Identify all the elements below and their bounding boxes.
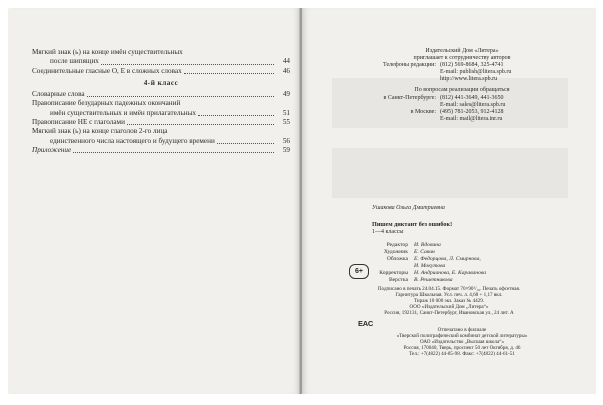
sales-label (362, 116, 440, 123)
toc-entry-continuation (32, 109, 290, 118)
toc-entry-title: Правописание НЕ с глаголами (32, 118, 125, 127)
toc-entry-appendix (32, 146, 290, 155)
credit-role: Корректоры (379, 270, 408, 276)
printer-info (362, 327, 562, 357)
toc-page-number: 59 (282, 145, 290, 154)
print-info-line: Подписано в печать 24.04.15. Формат 70×90¹/₁₆. Печать офсетная. (377, 286, 521, 292)
credit-name: Н. Андрианова, Е. Караванова (414, 270, 487, 276)
credit-name: В. Решетникова (414, 277, 453, 283)
toc-entry-title-cont: имён существительных и имён прилагательных (50, 108, 197, 117)
toc-page-number: 46 (282, 66, 290, 75)
print-info-line: ООО «Издательский Дом „Литера“» (409, 304, 489, 310)
sales-value: E-mail: mail@litera.inr.ru (440, 115, 503, 122)
printer-line: «Тверской полиграфический комбинат детской литературы» (396, 333, 528, 339)
toc-page-number: 56 (282, 136, 290, 145)
toc-entry-title: Приложение (32, 145, 72, 154)
toc-entry (32, 90, 290, 99)
publisher-name: Издательский Дом «Литера» (425, 48, 499, 54)
toc-leader-dots (127, 124, 274, 125)
toc-entry-continuation (32, 57, 290, 66)
toc-entry-title: Мягкий знак (ь) на конце имён существительных (32, 48, 183, 56)
publisher-invitation: приглашает к сотрудничеству авторов (413, 55, 511, 62)
sales-value: (495) 781-2053, 912-4128 (440, 108, 504, 115)
toc-entry-title-cont: единственного числа настоящего и будущего времени (50, 136, 215, 145)
toc-entry (32, 127, 290, 136)
book-author: Ушакова Ольга Дмитриевна (372, 205, 445, 211)
credit-name: И. Мокутова (414, 263, 446, 269)
publisher-block (362, 48, 562, 123)
printer-line: Россия, 170040, Тверь, проспект 50 лет Октября, д. 46 (403, 345, 521, 351)
toc-leader-dots (73, 152, 274, 153)
sales-value: E-mail: sales@litera.spb.ru (440, 101, 506, 108)
toc-entry-continuation (32, 137, 290, 146)
left-page (8, 8, 300, 394)
show-through-shadow (332, 148, 568, 198)
print-info-line: Гарнитура Школьная. Усл. печ. л. 4,68 + 1,17 вкл. (395, 292, 503, 298)
print-info-line: Тираж 10 000 экз. Заказ № 4429. (413, 298, 485, 304)
toc-page-number: 49 (282, 90, 290, 99)
printer-line: ОАО «Издательство „Высшая школа“» (419, 339, 505, 345)
toc-entry (32, 48, 290, 57)
contact-label (362, 69, 440, 76)
toc-leader-dots (217, 143, 274, 144)
credit-role: Редактор (386, 242, 408, 248)
contact-value: E-mail: publish@litera.spb.ru (440, 69, 512, 76)
book-subtitle: 1—4 классы (372, 229, 404, 235)
toc-leader-dots (184, 73, 274, 74)
contact-label (362, 76, 440, 83)
toc-entry (32, 67, 290, 76)
grade-heading: 4-й класс (143, 78, 179, 87)
toc-entry-title: Словарные слова (32, 90, 85, 99)
sales-label (362, 102, 440, 109)
right-page (302, 8, 596, 394)
sales-label: в Москве: (410, 108, 436, 115)
sales-value: (812) 441-3649, 441-3650 (440, 94, 504, 101)
toc-page-number: 44 (282, 57, 290, 66)
publisher-contacts (362, 62, 562, 83)
credit-role: Обложка (386, 256, 408, 262)
credit-role: Верстка (388, 277, 408, 283)
print-info-line: Россия, 192131, Санкт-Петербург, Ивановская ул., 24 лит. А (384, 310, 514, 316)
toc-entry (32, 99, 290, 108)
eac-conformity-mark: EAC (358, 319, 373, 328)
sales-label: в Санкт-Петербурге: (383, 94, 436, 101)
toc-leader-dots (101, 64, 274, 65)
contact-label: Телефоны редакции: (383, 62, 436, 69)
sales-contacts (362, 95, 562, 123)
credit-role: Художник (383, 249, 408, 255)
book-spread (8, 8, 596, 396)
table-of-contents (32, 48, 290, 155)
contact-value: (812) 569-8684, 325-4741 (440, 62, 504, 69)
toc-leader-dots (198, 115, 274, 116)
printer-line: Тел.: +7(4822) 44-85-98. Факс: +7(4822) 44-61-51 (409, 351, 515, 357)
credit-name: Е. Савин (414, 249, 435, 255)
toc-leader-dots (87, 96, 274, 97)
credit-name: И. Вдовина (414, 242, 441, 248)
toc-entry-title: Правописание безударных падежных окончаний (32, 99, 181, 108)
toc-entry-title: Мягкий знак (ь) на конце глаголов 2-го лица (32, 127, 168, 136)
sales-heading: По вопросам реализации обращаться (414, 87, 510, 94)
contact-value: http://www.litera.spb.ru (440, 76, 498, 83)
credit-name: Е. Федорцова, Л. Смирнова, (414, 256, 481, 262)
toc-page-number: 51 (282, 108, 290, 117)
credits-list (342, 242, 542, 284)
age-rating-badge: 6+ (349, 264, 369, 279)
toc-entry-title: Соединительные гласные О, Е в сложных словах (32, 66, 182, 75)
toc-entry-title-cont: после шипящих (50, 57, 99, 66)
toc-page-number: 55 (282, 118, 290, 127)
book-title: Пишем диктант без ошибок! (372, 221, 453, 228)
print-info (342, 286, 556, 316)
toc-entry (32, 118, 290, 127)
printer-line: Отпечатано в филиале (437, 327, 487, 333)
